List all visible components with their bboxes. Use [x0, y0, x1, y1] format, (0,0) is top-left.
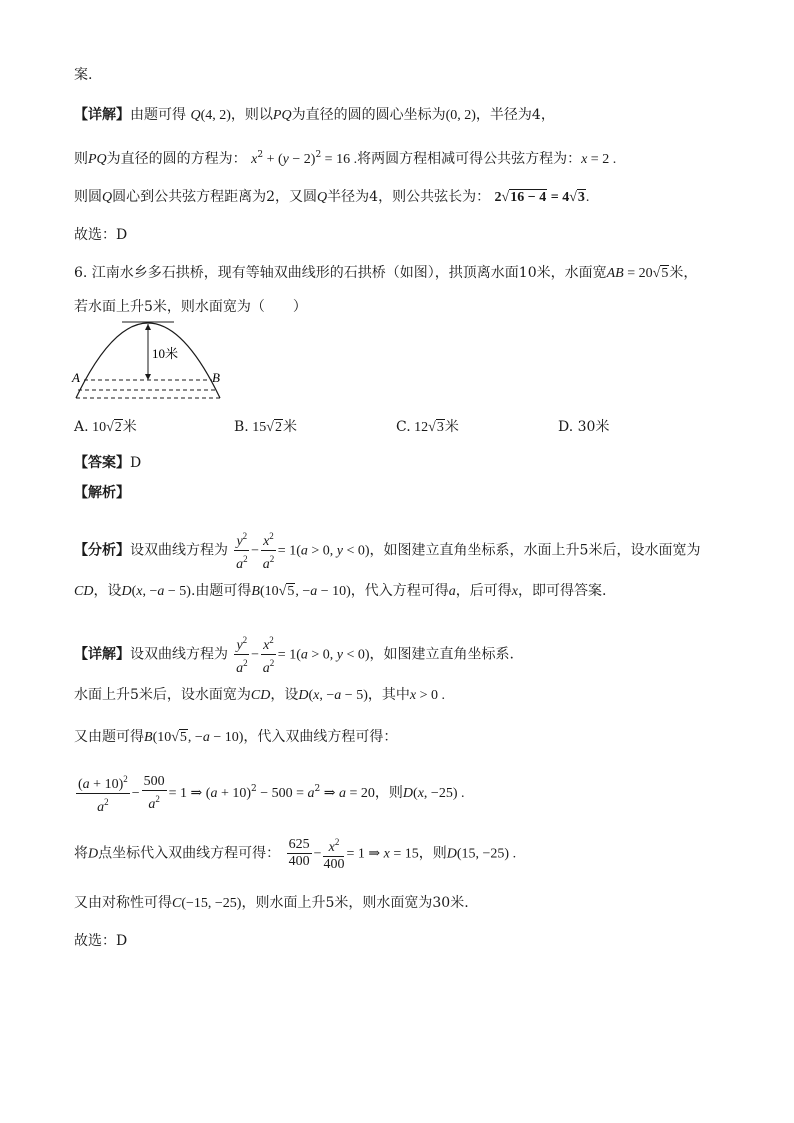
height-label: 10米	[152, 346, 179, 361]
bridge-figure	[70, 318, 230, 402]
arrow-head-bottom	[145, 374, 151, 380]
q6-stem-b: 米，	[669, 265, 698, 281]
q6-analysis-line1: 【分析】设双曲线方程为 $\frac{y^2}{a^2}$ − $\frac{x^2}{a^2}$ = 1(a > 0, y < 0)，如图建立直角坐标系，水面上升5米后，设水面宽为	[74, 528, 754, 573]
q5-line3-b: 圆心到公共弦方程距离为2，又圆	[112, 189, 318, 205]
q6-final-text: 故选：D	[74, 933, 128, 949]
option-d-text: 30米	[577, 419, 610, 435]
q6-detail-tag: 【详解】	[74, 646, 130, 663]
q6-detail2-c: ，其中	[367, 687, 410, 703]
q6-detail6-a: 又由对称性可得	[74, 895, 172, 911]
q5-detail-line1: 【详解】由题可得 Q(4, 2)，则以PQ为直径的圆的圆心坐标为(0, 2)，半径为4，	[74, 107, 555, 123]
option-a-label: A.	[74, 419, 89, 435]
q6-detail-line6: 又由对称性可得C(−15, −25)，则水面上升5米，则水面宽为30米.	[74, 895, 469, 911]
q6-detail-line1: 【详解】设双曲线方程为 $\frac{y^2}{a^2}$ − $\frac{x^2}{a^2}$ = 1(a > 0, y < 0)，如图建立直角坐标系.	[74, 632, 754, 677]
q6-analysis-tag: 【解析】	[74, 485, 130, 501]
q6-answer-value: D	[130, 455, 142, 471]
q6-detail2-b: ，设	[270, 687, 299, 703]
intro-tail	[74, 64, 754, 86]
option-d-label: D.	[558, 419, 574, 435]
q5-line1-c: 为直径的圆的圆心坐标为	[291, 107, 446, 123]
q6-stem-line2	[74, 296, 754, 318]
arrow-head-top	[145, 324, 151, 330]
q6-analysis-d: .由题可得	[190, 583, 252, 599]
option-a[interactable]: A. 10√2米	[74, 419, 137, 435]
q6-detail5-c: ，则	[418, 845, 447, 862]
q5-line2-a: 则	[74, 151, 88, 167]
option-c-text: 米	[444, 419, 459, 435]
q5-answer-text: 故选：D	[74, 227, 128, 243]
q6-detail3-a: 又由题可得	[74, 729, 144, 745]
q6-final-answer	[74, 930, 754, 952]
q5-line1-d: ，半径为4，	[475, 107, 555, 123]
q6-detail-b: ，如图建立直角坐标系.	[369, 646, 514, 663]
option-b[interactable]: B. 15√2米	[234, 419, 297, 435]
option-b-label: B.	[234, 419, 249, 435]
q6-analysis-c: ，设	[93, 583, 122, 599]
q5-detail-line2: 则PQ为直径的圆的方程为： $x^2 + (y - 2)^2 = 16$ .将两圆方程相减可得公共弦方程为：x = 2 .	[74, 150, 617, 167]
q6-detail4-b: ，则	[374, 785, 403, 801]
q5-detail-tag: 【详解】	[74, 107, 130, 123]
q5-line3-a: 则圆	[74, 189, 102, 205]
q6-detail-line2: 水面上升5米后，设水面宽为CD，设D(x, −a − 5)，其中x > 0 .	[74, 687, 445, 703]
q5-line3-c: 半径为4，则公共弦长为：	[327, 189, 491, 205]
q6-answer	[74, 452, 754, 474]
q5-line2-b: 为直径的圆的方程为：	[106, 151, 247, 167]
q6-detail-a: 设双曲线方程为	[130, 646, 228, 663]
q6-detail2-a: 水面上升5米后，设水面宽为	[74, 687, 251, 703]
q6-detail-line5: 将D点坐标代入双曲线方程可得： $\frac{625}{400}$ − $\frac{x^2}{400}$ = 1 ⇒ x = 15，则D(15, −25) .	[74, 834, 754, 874]
q6-analysis-tag2: 【分析】	[74, 542, 130, 559]
option-a-text: 米	[122, 419, 137, 435]
q6-analysis-b: ，如图建立直角坐标系，水面上升5米后，设水面宽为	[369, 542, 701, 559]
q6-analysis-a: 设双曲线方程为	[130, 542, 228, 559]
q6-detail3-b: ，代入双曲线方程可得：	[243, 729, 398, 745]
q6-analysis-line2: CD，设D(x, −a − 5).由题可得B(10√5, −a − 10)，代入方程可得a，后可得x，即可得答案.	[74, 583, 607, 599]
point-a-label: A	[72, 370, 80, 385]
intro-tail-text: 案.	[74, 67, 93, 83]
q6-analysis-f: ，后可得	[455, 583, 512, 599]
q5-answer	[74, 224, 754, 246]
q6-answer-tag: 【答案】	[74, 455, 130, 471]
q6-detail6-b: ，则水面上升5米，则水面宽为30米.	[241, 895, 469, 911]
q6-detail-line3: 又由题可得B(10√5, −a − 10)，代入双曲线方程可得：	[74, 729, 398, 745]
q6-options	[74, 416, 754, 438]
q6-stem-line1: 6. 江南水乡多石拱桥，现有等轴双曲线形的石拱桥（如图），拱顶离水面10米，水面宽AB = 20√5米，	[74, 265, 698, 281]
option-d[interactable]	[558, 416, 609, 438]
q5-detail-line3: 则圆Q圆心到公共弦方程距离为2，又圆Q半径为4，则公共弦长为： 2√16 − 4 = 4√3.	[74, 189, 590, 205]
q6-detail-line4: $\frac{(a + 10)^2}{a^2}$ − $\frac{500}{a^2}$ = 1 ⇒ $(a + 10)^2 - 500 = a^2$ ⇒ a = 20，则D(x, −25) .	[74, 770, 754, 816]
q6-stem-a: 6. 江南水乡多石拱桥，现有等轴双曲线形的石拱桥（如图），拱顶离水面10米，水面宽	[74, 265, 607, 281]
q6-analysis-heading	[74, 482, 754, 504]
point-b-label: B	[212, 370, 220, 385]
q6-detail5-b: 点坐标代入双曲线方程可得：	[98, 845, 281, 862]
q5-line1-a: 由题可得	[130, 107, 186, 123]
q6-detail5-a: 将	[74, 845, 88, 862]
q5-line2-c: 将两圆方程相减可得公共弦方程为：	[357, 151, 582, 167]
option-c-label: C.	[396, 419, 411, 435]
q6-stem-c: 若水面上升5米，则水面宽为（ ）	[74, 299, 307, 315]
option-b-text: 米	[282, 419, 297, 435]
option-c[interactable]: C. 12√3米	[396, 419, 459, 435]
q5-line1-b: ，则以	[230, 107, 273, 123]
q6-analysis-g: ，即可得答案.	[518, 583, 607, 599]
q6-analysis-e: ，代入方程可得	[350, 583, 449, 599]
